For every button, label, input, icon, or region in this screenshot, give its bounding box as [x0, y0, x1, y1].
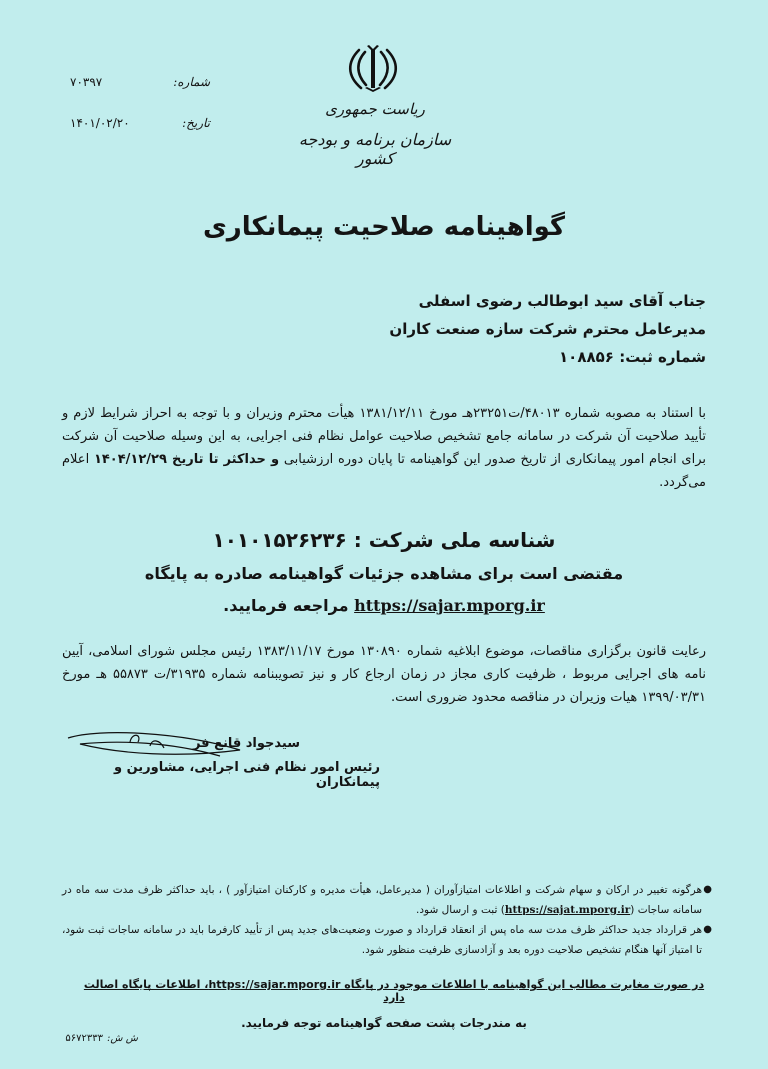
back-page-note: به مندرجات پشت صفحه گواهینامه توجه فرمایید.: [241, 1016, 527, 1030]
letter-date-row: [70, 113, 210, 133]
addressee-name: جناب آقای سید ابوطالب رضوی اسفلی: [418, 292, 706, 310]
lookup-link-line: [80, 596, 688, 615]
lookup-instruction: مقتضی است برای مشاهده جزئیات گواهینامه صادره به پایگاه: [144, 564, 624, 583]
serial-value: ۵۶۷۲۳۳۳: [65, 1033, 104, 1044]
sajar-link[interactable]: https://sajar.mporg.ir: [354, 596, 545, 615]
note-text: هرگونه تغییر در ارکان و سهام شرکت و اطلاعات امتیازآوران ( مدیرعامل، هیأت مدیره و کارکنان امتیازآور ) ، باید حداکثر ظرف مدت سه ماه در سامانه ساجات (: [62, 884, 702, 916]
lookup-suffix: مراجعه فرمایید.: [223, 596, 349, 615]
compliance-paragraph: رعایت قانون برگزاری مناقصات، موضوع ابلاغیه شماره ۱۳۰۸۹۰ مورخ ۱۳۸۳/۱۱/۱۷ رئیس مجلس شورای اسلامی، آیین نامه های اجرایی مربوط ، ظرفیت کاری مجاز در زمان ارجاع کار و نیز تصویبنامه شماره ۳۱۹۳۵/ت ۵۵۸۷۳ هـ مورخ ۱۳۹۹/۰۳/۳۱ هیات وزیران در مناقصه محدود ضروری است.: [62, 644, 706, 705]
addressee-block: [306, 287, 706, 371]
org-name-budget: سازمان برنامه و بودجه کشور: [298, 130, 452, 168]
approval-text: با استناد به مصوبه شماره ۴۸۰۱۳/ت۲۳۲۵۱هـ مورخ ۱۳۸۱/۱۲/۱۱ هیأت محترم وزیران و با توجه به احراز شرایط لازم و تأیید صلاحیت آن شرکت در سامانه جامع تشخیص صلاحیت عوامل نظام فنی اجرایی، به این وسیله صلاحیت آن شرکت برای انجام امور پیمانکاری از تاریخ صدور این گواهینامه تا پایان دوره ارزشیابی: [62, 406, 707, 467]
note-item: [62, 880, 712, 920]
validity-date: و حداکثر تا تاریخ ۱۴۰۴/۱۲/۲۹: [93, 452, 280, 467]
registration-number: [306, 343, 706, 371]
letter-number-label: شماره:: [173, 75, 210, 89]
letter-number-value: ۷۰۳۹۷: [70, 75, 103, 89]
note-text: هر قرارداد جدید حداکثر ظرف مدت سه ماه پس از انعقاد قرارداد و صورت وضعیت‌های جدید پس از تأیید کارفرما باید در سامانه ساجات ثبت شود، تا امتیاز آنها هنگام تشخیص صلاحیت دوره بعد و آزادسازی ظرفیت منظور شود.: [62, 924, 702, 956]
note-item: [62, 920, 712, 960]
letter-number-row: [70, 72, 210, 92]
certificate-title: گواهینامه صلاحیت پیمانکاری: [202, 212, 566, 242]
registration-value: ۱۰۸۸۵۶: [559, 348, 614, 366]
approval-end: اعلام می‌گردد.: [62, 452, 706, 490]
addressee-position: مدیرعامل محترم شرکت سازه صنعت کاران: [389, 320, 706, 338]
signatory-title: رئیس امور نظام فنی اجرایی، مشاورین و پیمانکاران: [114, 760, 380, 790]
registration-label: شماره ثبت:: [619, 348, 706, 366]
bullet-icon: ●: [703, 924, 712, 935]
national-id: شناسه ملی شرکت : ۱۰۱۰۱۵۲۶۲۳۶: [212, 528, 556, 552]
iran-emblem-icon: [345, 42, 401, 94]
letter-date-label: تاریخ:: [182, 116, 210, 130]
serial-number: [58, 1033, 138, 1044]
letter-date-value: ۱۴۰۱/۰۲/۲۰: [70, 116, 130, 130]
note-text-after: ) ثبت و ارسال شود.: [416, 904, 505, 916]
footer-notes: [62, 880, 712, 960]
bullet-icon: ●: [703, 884, 712, 895]
authenticity-warning: در صورت مغایرت مطالب این گواهینامه با اطلاعات موجود در پایگاه https://sajar.mporg.ir، اطلاعات پایگاه اصالت دارد: [83, 978, 705, 1004]
org-name-presidency: ریاست جمهوری: [325, 100, 425, 118]
approval-paragraph: [62, 402, 706, 494]
sajat-link[interactable]: https://sajat.mporg.ir: [504, 904, 631, 916]
signatory-name: سیدجواد قانع فر: [192, 736, 300, 751]
serial-label: ش ش:: [107, 1033, 138, 1044]
